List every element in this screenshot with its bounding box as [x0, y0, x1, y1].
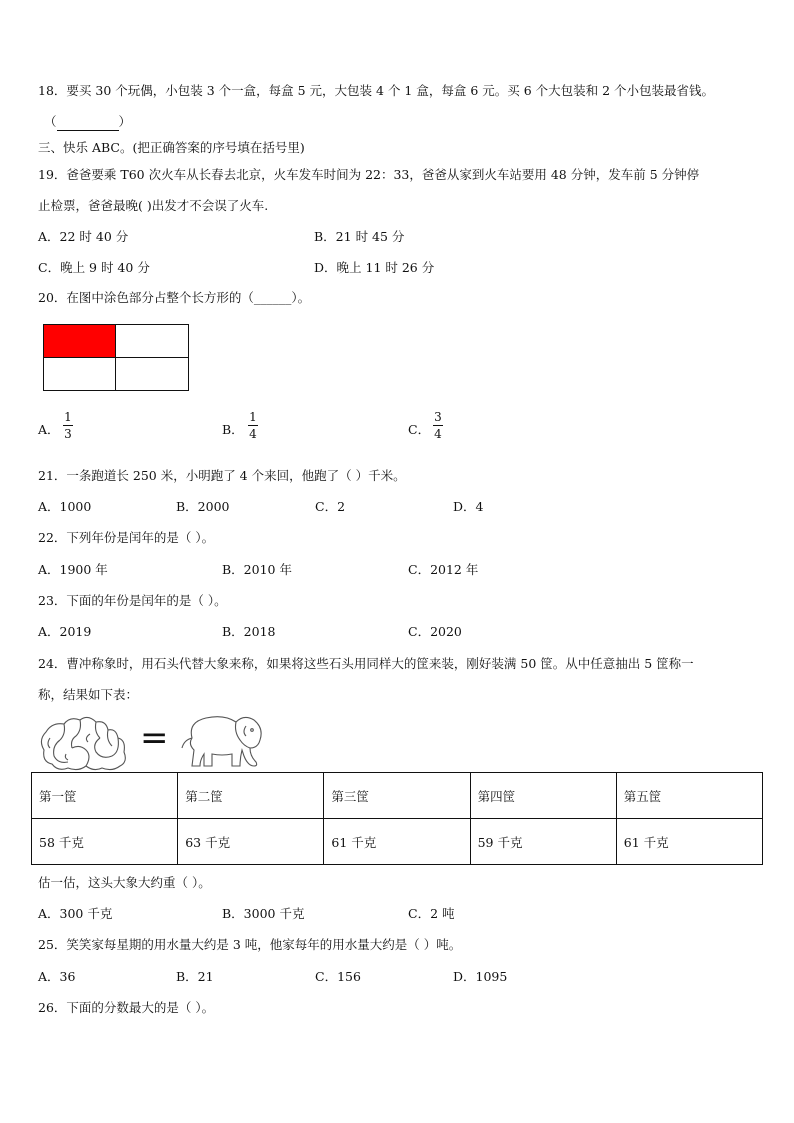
rectangle-shaded-cell: [44, 325, 116, 358]
q21-option-a: A．1000: [38, 499, 92, 514]
section-heading: 三、快乐 ABC。(把正确答案的序号填在括号里): [38, 140, 305, 155]
table-cell: 59 千克: [470, 819, 616, 865]
q21-option-d: D．4: [453, 499, 484, 514]
basket-weight-table: [31, 772, 763, 865]
fraction-denominator: 3: [64, 427, 72, 441]
q19-option-b: B．21 时 45 分: [314, 229, 405, 244]
q25-option-d: D．1095: [453, 969, 508, 984]
q24-option-c: C．2 吨: [408, 906, 455, 921]
q23-stem: 23．下面的年份是闰年的是（ ）。: [38, 593, 227, 608]
q20-option-b-letter: B．: [222, 422, 244, 437]
q20-stem: 20．在图中涂色部分占整个长方形的（______）。: [38, 290, 311, 305]
fraction-denominator: 4: [249, 427, 257, 441]
stones-illustration: [36, 710, 136, 772]
table-header-row: [32, 773, 763, 819]
q20-option-a-fraction: [63, 410, 73, 441]
q23-option-b: B．2018: [222, 624, 276, 639]
elephant-illustration: [178, 710, 268, 772]
rectangle-figure: [43, 324, 189, 391]
q20-option-a-letter: A．: [38, 422, 60, 437]
rectangle-cell: [116, 358, 188, 391]
q24-after: 估一估，这头大象大约重（ ）。: [38, 875, 211, 890]
fraction-numerator: 1: [249, 410, 257, 424]
q20-option-c-letter: C．: [408, 422, 431, 437]
q19-option-c: C．晚上 9 时 40 分: [38, 260, 150, 275]
fraction-numerator: 1: [64, 410, 72, 424]
q18-line1: 18．要买 30 个玩偶，小包装 3 个一盒，每盒 5 元，大包装 4 个 1 盒，每盒 6 元。买 6 个大包装和 2 个小包装最省钱。: [38, 83, 715, 98]
answer-blank-line: [57, 114, 119, 131]
q24-line1: 24．曹冲称象时，用石头代替大象来称，如果将这些石头用同样大的筐来装，刚好装满 50 筐。从中任意抽出 5 筐称一: [38, 656, 694, 671]
q22-option-b: B．2010 年: [222, 562, 292, 577]
q24-option-b: B．3000 千克: [222, 906, 305, 921]
q25-option-a: A．36: [38, 969, 76, 984]
q23-option-a: A．2019: [38, 624, 92, 639]
table-cell: 61 千克: [616, 819, 762, 865]
q21-stem: 21．一条跑道长 250 米，小明跑了 4 个来回，他跑了（ ）千米。: [38, 468, 406, 483]
q25-option-b: B．21: [176, 969, 214, 984]
q22-option-a: A．1900 年: [38, 562, 108, 577]
q18-answer-blank: [44, 114, 131, 131]
table-header-cell: 第一筐: [32, 773, 178, 819]
rectangle-cell: [44, 358, 116, 391]
q19-option-a: A．22 时 40 分: [38, 229, 129, 244]
table-cell: 63 千克: [178, 819, 324, 865]
q22-option-c: C．2012 年: [408, 562, 479, 577]
q18-answer-close: ）: [118, 114, 132, 129]
q19-option-d: D．晚上 11 时 26 分: [314, 260, 435, 275]
fraction-numerator: 3: [434, 410, 442, 424]
table-header-cell: 第四筐: [470, 773, 616, 819]
rectangle-cell: [116, 325, 188, 358]
q21-option-c: C．2: [315, 499, 346, 514]
table-header-cell: 第二筐: [178, 773, 324, 819]
q21-option-b: B．2000: [176, 499, 230, 514]
fraction-bar: [433, 425, 443, 426]
fraction-bar: [63, 425, 73, 426]
table-cell: 58 千克: [32, 819, 178, 865]
q18-answer-open: （: [44, 114, 57, 129]
q25-stem: 25．笑笑家每星期的用水量大约是 3 吨，他家每年的用水量大约是（ ）吨。: [38, 937, 462, 952]
table-row: [32, 819, 763, 865]
q19-line1: 19．爸爸要乘 T60 次火车从长春去北京，火车发车时间为 22：33，爸爸从家到火车站要用 48 分钟，发车前 5 分钟停: [38, 167, 700, 182]
q25-option-c: C．156: [315, 969, 361, 984]
q20-option-c-fraction: [433, 410, 443, 441]
fraction-bar: [248, 425, 258, 426]
q22-stem: 22．下列年份是闰年的是（ ）。: [38, 530, 215, 545]
q24-option-a: A．300 千克: [38, 906, 113, 921]
q24-line2: 称，结果如下表：: [38, 687, 139, 702]
fraction-denominator: 4: [434, 427, 442, 441]
q19-line2: 止检票，爸爸最晚( )出发才不会误了火车.: [38, 198, 269, 213]
table-header-cell: 第三筐: [324, 773, 470, 819]
q26-stem: 26．下面的分数最大的是（ ）。: [38, 1000, 215, 1015]
table-cell: 61 千克: [324, 819, 470, 865]
q20-option-b-fraction: [248, 410, 258, 441]
equals-sign: =: [140, 718, 169, 758]
q23-option-c: C．2020: [408, 624, 462, 639]
table-header-cell: 第五筐: [616, 773, 762, 819]
